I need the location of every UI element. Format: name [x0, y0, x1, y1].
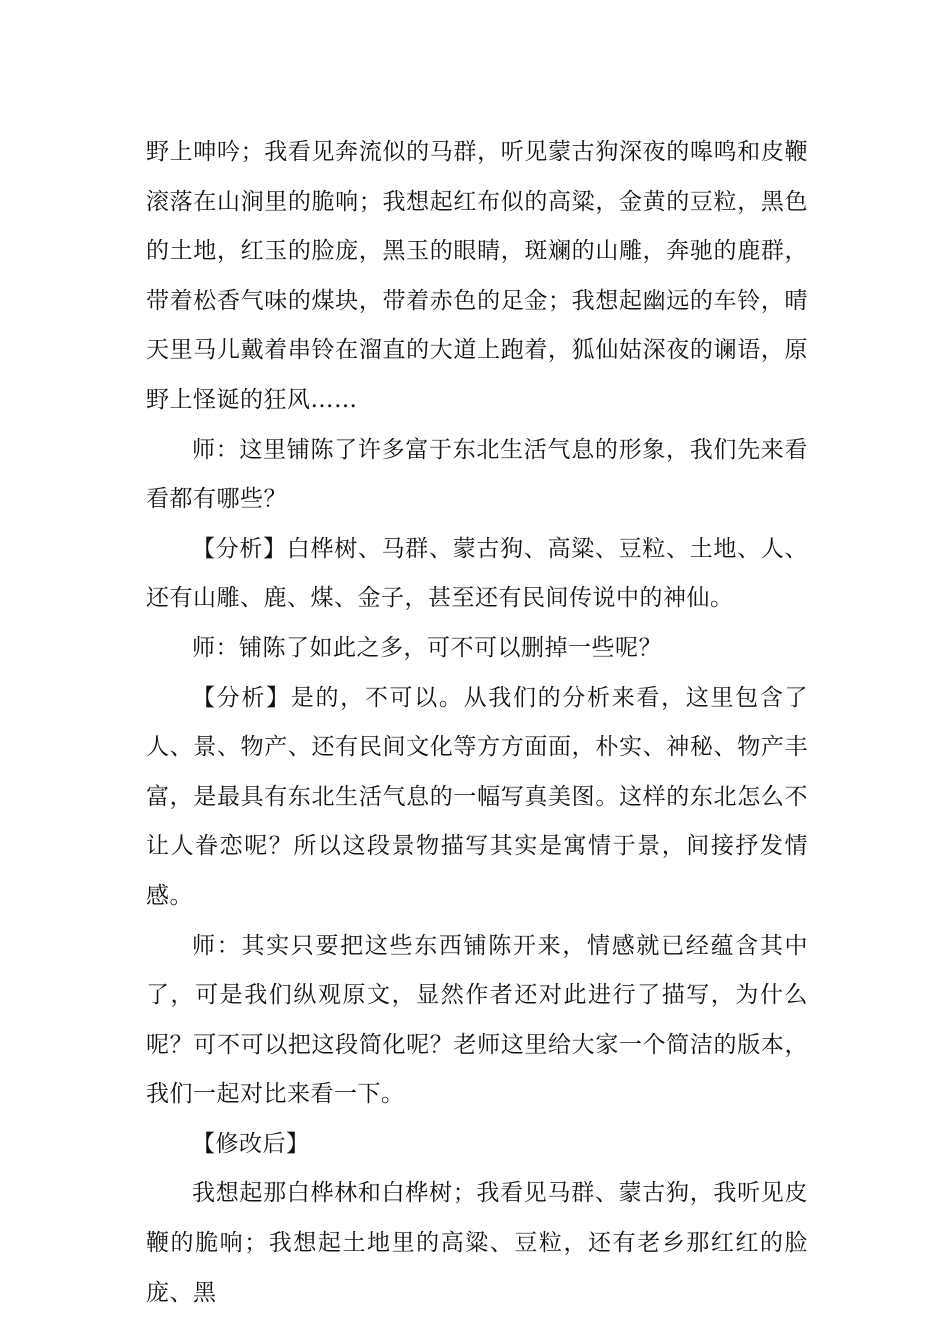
paragraph-teacher-question-2: 师：铺陈了如此之多，可不可以删掉一些呢？: [192, 634, 662, 661]
paragraph-revised-text: 我想起那白桦林和白桦树；我看见马群、蒙古狗，我听见皮鞭的脆响；我想起土地里的高粱、豆粒，还有老乡那红红的脸庞、黑: [146, 1180, 808, 1306]
paragraph-continuation: 野上呻吟；我看见奔流似的马群，听见蒙古狗深夜的嗥鸣和皮鞭滚落在山涧里的脆响；我想起红布似的高粱，金黄的豆粒，黑色的土地，红玉的脸庞，黑玉的眼睛，斑斓的山雕，奔驰的鹿群，带着松香气味的煤块，带着赤色的足金；我想起幽远的车铃，晴天里马儿戴着串铃在溜直的大道上跑着，狐仙姑深夜的谰语，原野上怪诞的狂风……: [146, 139, 808, 413]
paragraph-analysis-2: 【分析】是的，不可以。从我们的分析来看，这里包含了人、景、物产、还有民间文化等方方面面，朴实、神秘、物产丰富，是最具有东北生活气息的一幅写真美图。这样的东北怎么不让人眷恋呢？所以这段景物描写其实是寓情于景，间接抒发情感。: [146, 684, 808, 909]
document-body: [146, 128, 808, 1318]
paragraph-teacher-question-3: 师：其实只要把这些东西铺陈开来，情感就已经蕴含其中了，可是我们纵观原文，显然作者还对此进行了描写，为什么呢？可不可以把这段简化呢？老师这里给大家一个简洁的版本，我们一起对比来看一下。: [146, 932, 808, 1108]
paragraph-teacher-question-1: 师：这里铺陈了许多富于东北生活气息的形象，我们先来看看都有哪些？: [146, 436, 808, 513]
paragraph-revised-heading: 【修改后】: [192, 1130, 310, 1157]
paragraph-analysis-1: 【分析】白桦树、马群、蒙古狗、高粱、豆粒、土地、人、还有山雕、鹿、煤、金子，甚至还有民间传说中的神仙。: [146, 535, 808, 612]
